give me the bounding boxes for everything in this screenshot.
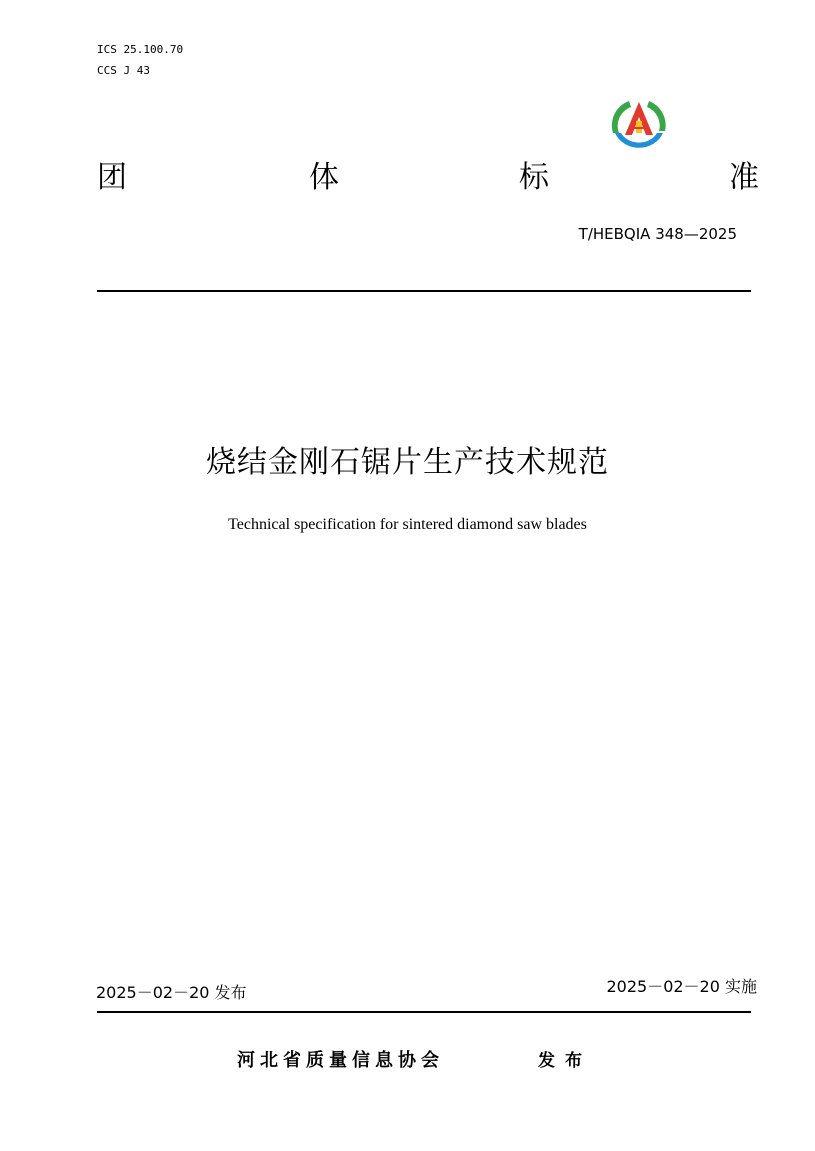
- ccs-code: CCS J 43: [97, 64, 150, 77]
- publisher-name: 河北省质量信息协会: [237, 1050, 444, 1071]
- document-subtitle: Technical specification for sintered diamond saw blades: [228, 516, 587, 533]
- header-title-char: 团: [97, 160, 127, 195]
- ics-code: ICS 25.100.70: [97, 43, 184, 56]
- association-logo-icon: [607, 97, 671, 157]
- bottom-divider: [97, 1011, 751, 1013]
- standard-number: T/HEBQIA 348—2025: [578, 225, 737, 243]
- header-title-char: 准: [729, 160, 759, 195]
- header-title-char: 体: [309, 160, 339, 195]
- implementation-date: 2025－02－20 实施: [606, 977, 757, 996]
- publish-label: 发布: [538, 1051, 592, 1071]
- issue-date: 2025－02－20 发布: [96, 983, 247, 1002]
- document-title: 烧结金刚石锯片生产技术规范: [206, 445, 609, 480]
- header-title-char: 标: [519, 160, 549, 195]
- top-divider: [97, 290, 751, 292]
